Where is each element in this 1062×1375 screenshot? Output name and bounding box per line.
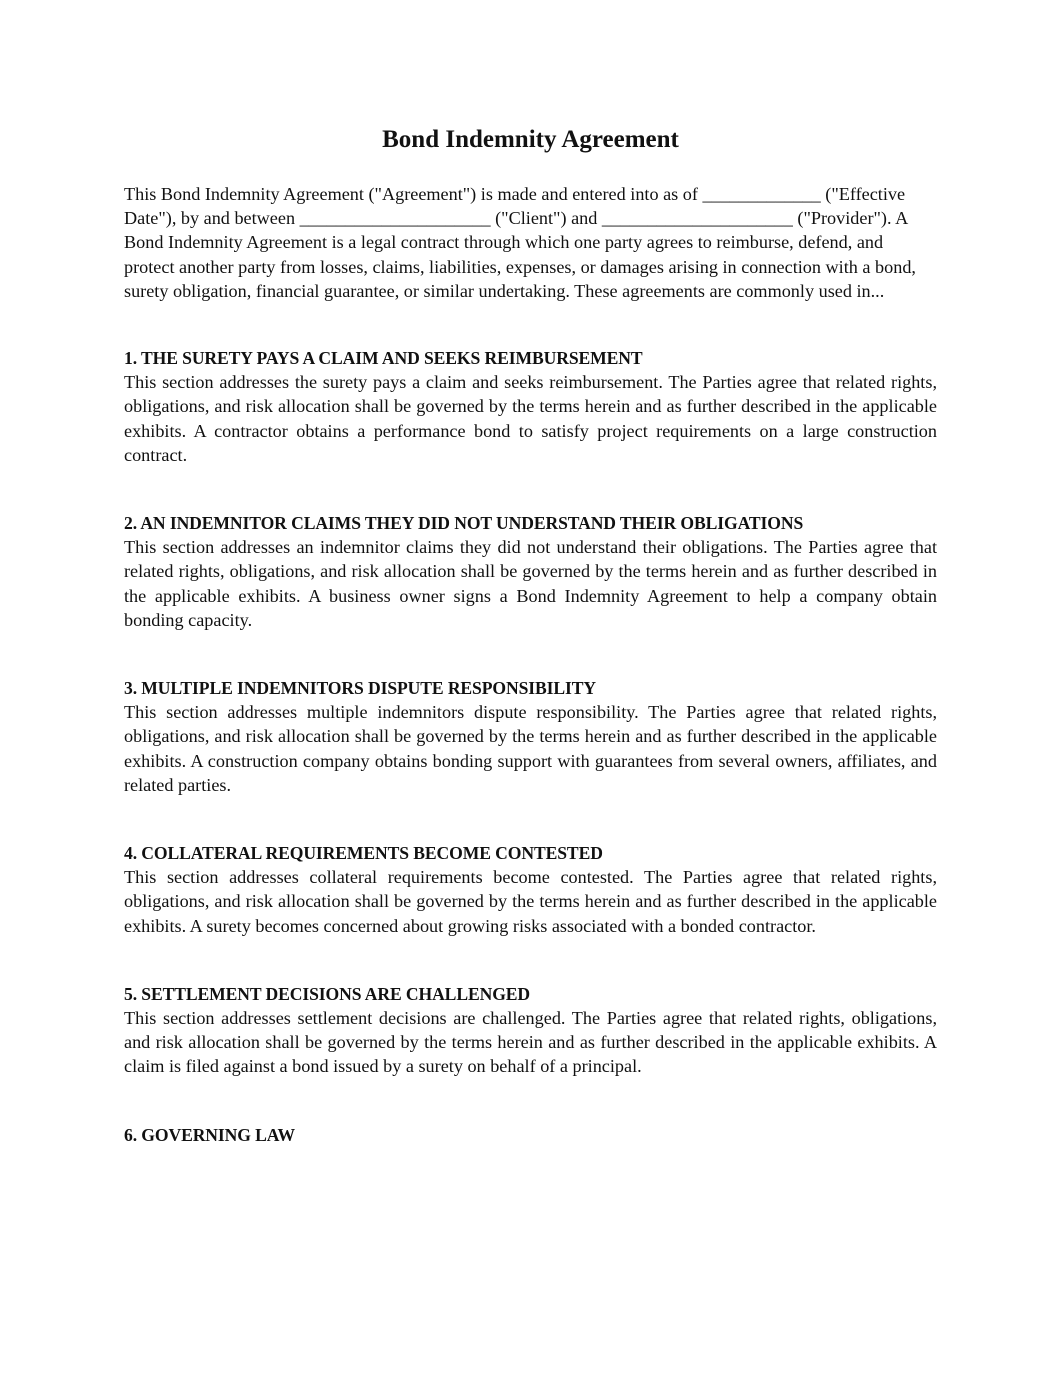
section-body: This section addresses multiple indemnitors dispute responsibility. The Parties agree that related rights, obligations, and risk allocation shall be governed by the terms herein and as further described in the applicable exhibits. A construction company obtains bonding support with guarantees from several owners, affiliates, and related parties. [124,702,937,795]
section-heading: 2. AN INDEMNITOR CLAIMS THEY DID NOT UNDERSTAND THEIR OBLIGATIONS [124,513,804,534]
intro-paragraph: This Bond Indemnity Agreement ("Agreement") is made and entered into as of _____________ ("Effective Date"), by and between _____________________ ("Client") and _____________________ ("Provider"). A Bond Indemnity Agreement is a legal contract through which one party agrees to reimburse, defend, and protect another party from losses, claims, liabilities, expenses, or damages arising in connection with a bond, surety obligation, financial guarantee, or similar undertaking. These agreements are commonly used in... [124,184,916,301]
section-body: This section addresses an indemnitor claims they did not understand their obligations. The Parties agree that related rights, obligations, and risk allocation shall be governed by the terms herein and as further described in the applicable exhibits. A business owner signs a Bond Indemnity Agreement to help a company obtain bonding capacity. [124,537,937,630]
document-title: Bond Indemnity Agreement [382,126,679,153]
section-heading: 5. SETTLEMENT DECISIONS ARE CHALLENGED [124,983,531,1004]
section-1 [124,346,937,467]
section-body: This section addresses settlement decisions are challenged. The Parties agree that related rights, obligations, and risk allocation shall be governed by the terms herein and as further described in the applicable exhibits. A claim is filed against a bond issued by a surety on behalf of a principal. [124,1008,937,1077]
section-2 [124,511,937,632]
section-heading: 6. GOVERNING LAW [124,1124,295,1145]
section-heading: 3. MULTIPLE INDEMNITORS DISPUTE RESPONSIBILITY [124,678,597,699]
section-body: This section addresses collateral requirements become contested. The Parties agree that related rights, obligations, and risk allocation shall be governed by the terms herein and as further described in the applicable exhibits. A surety becomes concerned about growing risks associated with a bonded contractor. [124,867,937,936]
document-page [124,120,937,1147]
section-3 [124,676,937,797]
section-body: This section addresses the surety pays a claim and seeks reimbursement. The Parties agree that related rights, obligations, and risk allocation shall be governed by the terms herein and as further described in the applicable exhibits. A contractor obtains a performance bond to satisfy project requirements on a large construction contract. [124,372,937,465]
section-heading: 1. THE SURETY PAYS A CLAIM AND SEEKS REIMBURSEMENT [124,348,643,369]
section-6 [124,1123,937,1147]
section-4 [124,841,937,938]
section-5 [124,982,937,1079]
section-heading: 4. COLLATERAL REQUIREMENTS BECOME CONTESTED [124,843,603,864]
